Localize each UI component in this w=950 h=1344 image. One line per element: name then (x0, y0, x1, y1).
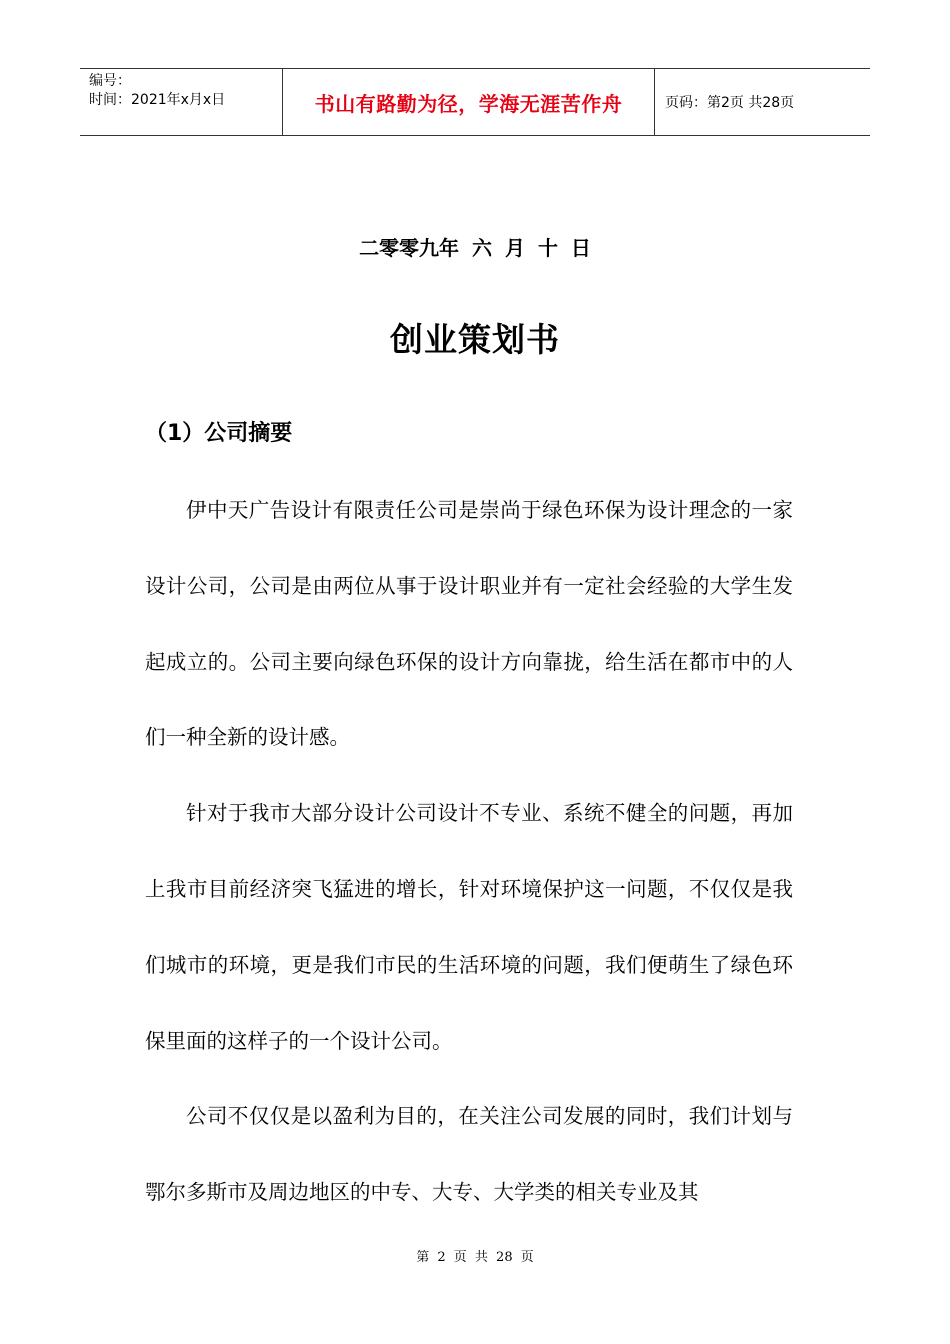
body-paragraph: 伊中天广告设计有限责任公司是崇尚于绿色环保为设计理念的一家设计公司，公司是由两位从事于设计职业并有一定社会经验的大学生发起成立的。公司主要向绿色环保的设计方向靠拢，给生活在都市中的人们一种全新的设计感。 (145, 498, 793, 750)
body-paragraph: 针对于我市大部分设计公司设计不专业、系统不健全的问题，再加上我市目前经济突飞猛进的增长，针对环境保护这一问题，不仅仅是我们城市的环境，更是我们市民的生活环境的问题，我们便萌生了绿色环保里面的这样子的一个设计公司。 (145, 801, 793, 1053)
body-paragraph: 公司不仅仅是以盈利为目的，在关注公司发展的同时，我们计划与鄂尔多斯市及周边地区的中专、大专、大学类的相关专业及其 (145, 1104, 793, 1205)
header-meta (80, 69, 282, 135)
header-page-info: 页码：第2页 共28页 (665, 95, 795, 111)
document-body (145, 473, 793, 1231)
page-footer: 第 2 页 共 28 页 (416, 1250, 534, 1265)
document-title: 创业策划书 (390, 320, 560, 359)
header-motto: 书山有路勤为径，学海无涯苦作舟 (282, 69, 655, 135)
header-time-label: 时间：2021年x月x日 (89, 92, 226, 108)
page-header (80, 68, 870, 136)
header-number-label: 编号： (89, 73, 131, 89)
section-heading: （1）公司摘要 (145, 421, 293, 446)
document-date: 二零零九年 六 月 十 日 (359, 236, 591, 260)
